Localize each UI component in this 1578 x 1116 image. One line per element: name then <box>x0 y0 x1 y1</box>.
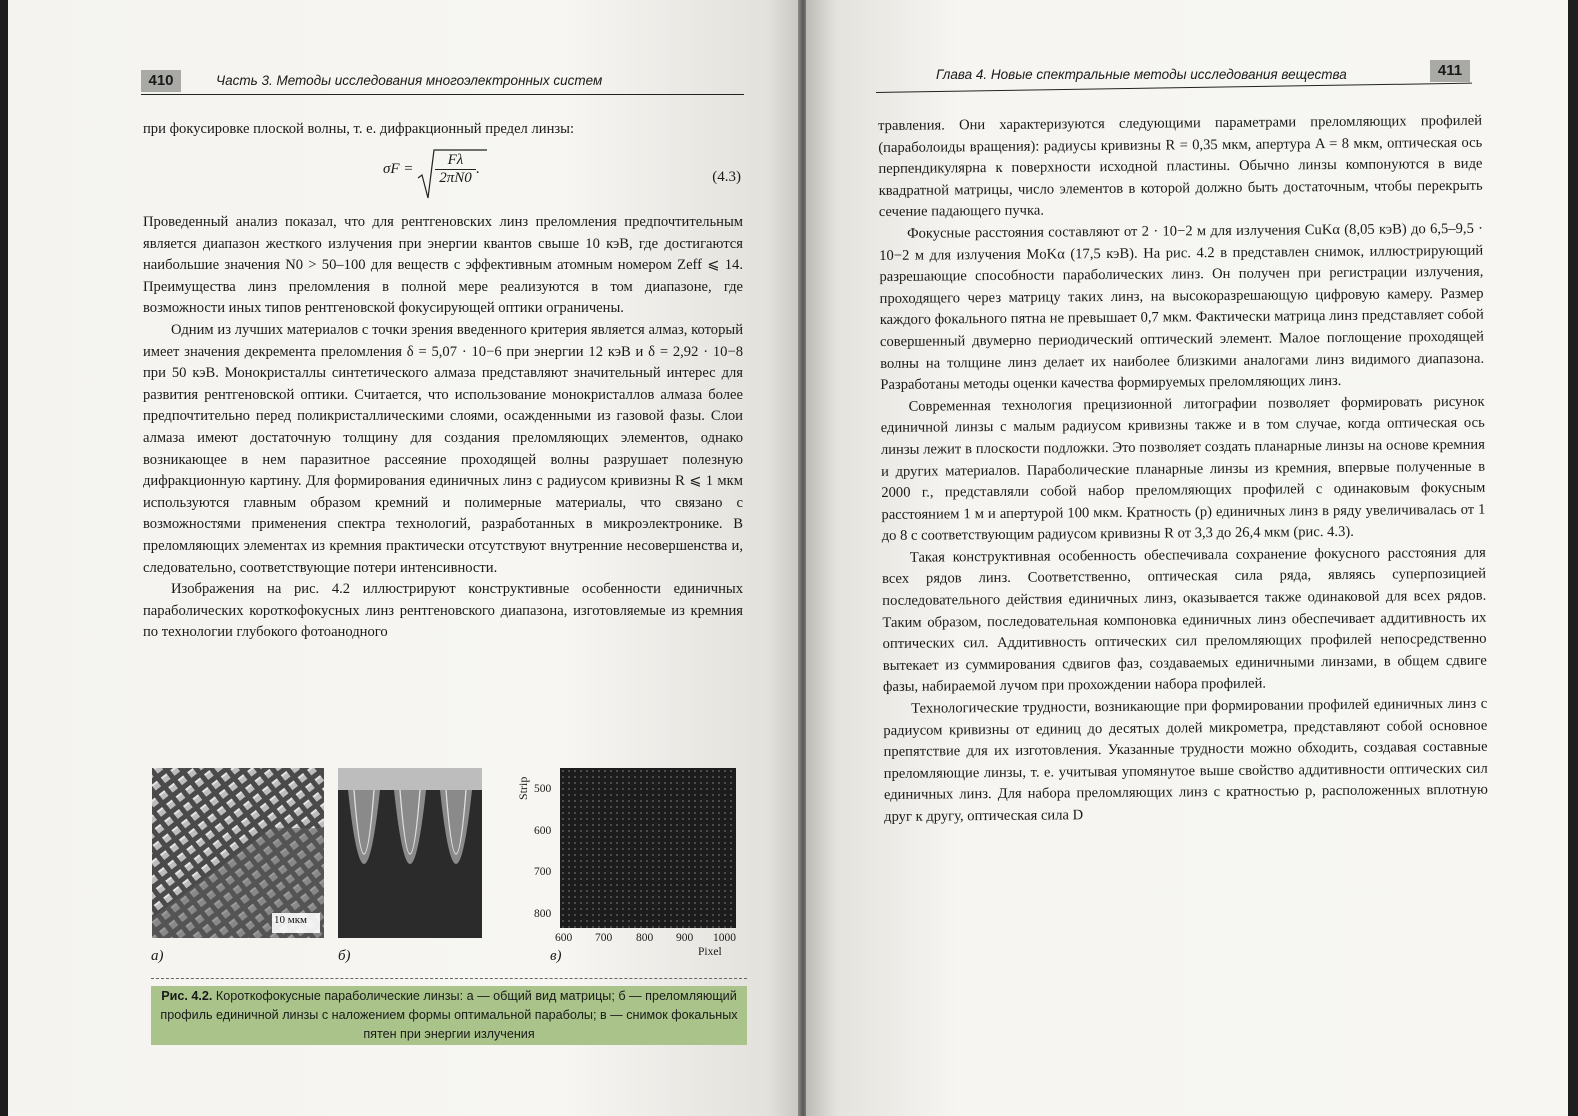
paragraph: Проведенный анализ показал, что для рентгеновских линз преломления предпочтительным является диапазон жесткого излучения при энергии квантов свыше 10 кэВ, где достигаются наибольшие значения N0 > 50–100 для веществ с эффективным атомным номером Zeff ⩽ 14. Преимущества линз преломления в полной мере реализуются в том диапазоне, где возможности иных типов рентгеновской фокусирующей оптики ограничены. <box>143 214 743 317</box>
intro-line <box>143 119 743 141</box>
intro-text: при фокусировке плоской волны, т. е. дифракционный предел линзы: <box>143 121 575 137</box>
scale-bar-label: 10 мкм <box>274 914 308 926</box>
formula-denominator: 2πN0 <box>439 170 472 186</box>
y-tick: 600 <box>534 825 552 837</box>
right-page <box>806 0 1568 1116</box>
caption-body: Короткофокусные параболические линзы: а — общий вид матрицы; б — преломляющий профиль единичной линзы с наложением формы оптимальной параболы; в — снимок фокальных пятен при энергии излучения <box>160 989 738 1041</box>
caption-rule <box>151 978 747 979</box>
running-head <box>936 67 1347 82</box>
y-tick: 800 <box>534 908 552 920</box>
y-tick: 500 <box>534 783 552 795</box>
right-body <box>878 111 1488 829</box>
running-head <box>216 73 602 88</box>
paragraph: Технологические трудности, возникающие при формировании профилей единичных линз с радиусом кривизны от единиц до десятых долей микрометра, представляют собой основное препятствие для их изготовления. Указанные трудности можно обходить, создавая составные преломляющие линзы, т. е. учитывая упомянутое выше свойство аддитивности оптических сил единичных линз. Для набора преломляющих линз с кратностью p, расположенных вплотную друг к другу, оптическая сила D <box>883 695 1488 825</box>
lens-profile-image <box>338 768 482 938</box>
running-head-text: Глава 4. Новые спектральные методы исследования вещества <box>936 67 1347 82</box>
running-head-text: Часть 3. Методы исследования многоэлектронных систем <box>216 73 603 88</box>
paragraph: Изображения на рис. 4.2 иллюстрируют конструктивные особенности единичных параболических короткофокусных линз рентгеновского диапазона, изготовляемые из кремния по технологии глубокого фотоанодного <box>143 581 743 641</box>
y-tick: 700 <box>534 866 552 878</box>
paragraph: Одним из лучших материалов с точки зрения введенного критерия является алмаз, который имеет значения декремента преломления δ = 5,07 · 10−6 при энергии 12 кэВ и δ = 2,92 · 10−8 при 50 кэВ. Монокристаллы синтетического алмаза представляют значительный интерес для развития рентгеновской оптики. Считается, что использование монокристаллов алмаза более предпочтительно перед поликристаллическими слоями, осажденными из газовой фазы. Слои алмаза имеют достаточную толщину для создания преломляющих элементов, однако возникающее в нем паразитное рассеяние проходящей волны разрушает полезную дифракционную картину. Для формирования единичных линз с радиусом кривизны R ⩽ 1 мкм используются главным образом кремний и полимерные материалы, что связано с возможностями применения спектра технологий, разработанных в микроэлектронике. В преломляющих элементах из кремния практически отсутствуют внутренние несовершенства и, следовательно, соответствующие потери интенсивности. <box>143 321 743 576</box>
x-tick: 600 <box>555 932 573 944</box>
x-tick: 900 <box>676 932 694 944</box>
figure-a-lens-matrix <box>152 768 324 938</box>
left-body <box>143 212 743 644</box>
figure-c-focal-spots <box>560 768 736 928</box>
focal-spots-image <box>560 768 736 928</box>
formula-period: . <box>475 160 480 177</box>
y-axis-label: Strip <box>516 776 530 800</box>
figure-b-lens-profile <box>338 768 482 938</box>
paragraph: травления. Они характеризуются следующими параметрами преломляющих профилей (параболоиды вращения): радиусы кривизны R = 0,35 мкм, апертура A = 8 мкм, оптическая ось перпендикулярна к поверхности исходной пластины. Обычно линзы компонуются в виде квадратной матрицы, число элементов в которой должно быть достаточным, чтобы перекрыть сечение падающего пучка. <box>878 112 1483 221</box>
figure-label-a: а) <box>151 948 164 964</box>
x-axis-label: Pixel <box>698 946 722 958</box>
figure-caption <box>151 986 747 1045</box>
page-number: 411 <box>1430 60 1470 82</box>
header-rule <box>141 94 744 95</box>
x-tick: 1000 <box>713 932 736 944</box>
paragraph: Такая конструктивная особенность обеспечивала сохранение фокусного расстояния для всех рядов линз. Соответственно, оптическая сила ряда, являясь суперпозицией последовательного действия единичных линз, оказывается также одинаковой для всех рядов. Таким образом, последовательная компоновка единичных линз обеспечивает аддитивность их оптических сил. Аддитивность оптических сил преломляющих профилей непосредственно вытекает из суммирования сдвигов фаз, создаваемых единичными линзами, в общем сдвиге фазы, набираемой лучом при прохождении набора профилей. <box>881 544 1487 696</box>
formula-4-3 <box>383 152 743 204</box>
x-tick: 800 <box>636 932 654 944</box>
x-tick: 700 <box>595 932 613 944</box>
formula-number: (4.3) <box>712 169 741 185</box>
lens-matrix-image <box>152 768 324 938</box>
sqrt-sign <box>417 152 476 187</box>
caption-lead: Рис. 4.2. <box>161 989 213 1003</box>
left-page <box>8 0 800 1116</box>
formula-numerator: Fλ <box>435 152 476 170</box>
paragraph: Современная технология прецизионной литографии позволяет формировать рисунок единичной линзы с малым радиусом кривизны также и в том случае, когда оптическая ось линзы лежит в плоскости подложки. Это позволяет создать планарные линзы на основе кремния и других материалов. Параболические планарные линзы из кремния, впервые полученные в 2000 г., представляли собой набор преломляющих профилей с одинаковым фокусным расстоянием 1 м и апертурой 100 мкм. Кратность (p) единичных линз в ряду увеличивалась от 1 до 8 с соответствующим радиусом кривизны R от 3,3 до 26,4 мкм (рис. 4.3). <box>880 393 1486 545</box>
paragraph: Фокусные расстояния составляют от 2 · 10−2 м для излучения CuKα (8,05 кэВ) до 6,5–9,5 · 10−2 м для излучения MoKα (17,5 кэВ). На рис. 4.2 в представлен снимок, иллюстрирующий разрешающие способности параболических линз. Он получен при регистрации излучения, проходящего через матрицу таких линз, на высокоразрешающую цифровую камеру. Размер каждого фокального пятна не превышает 0,7 мкм. Фактически матрица линз представляет собой совершенный двумерно периодический оптический элемент. Малое поглощение проходящей волны на толщине линз делает их наиболее близкими аналогами линз видимого диапазона. Разработаны методы оценки качества формируемых преломляющих линз. <box>879 220 1485 394</box>
header-rule <box>876 83 1472 93</box>
formula-lhs: σF = <box>383 161 414 177</box>
figure-label-b: б) <box>338 948 351 964</box>
figure-label-c: в) <box>550 948 562 964</box>
page-number: 410 <box>141 70 181 92</box>
